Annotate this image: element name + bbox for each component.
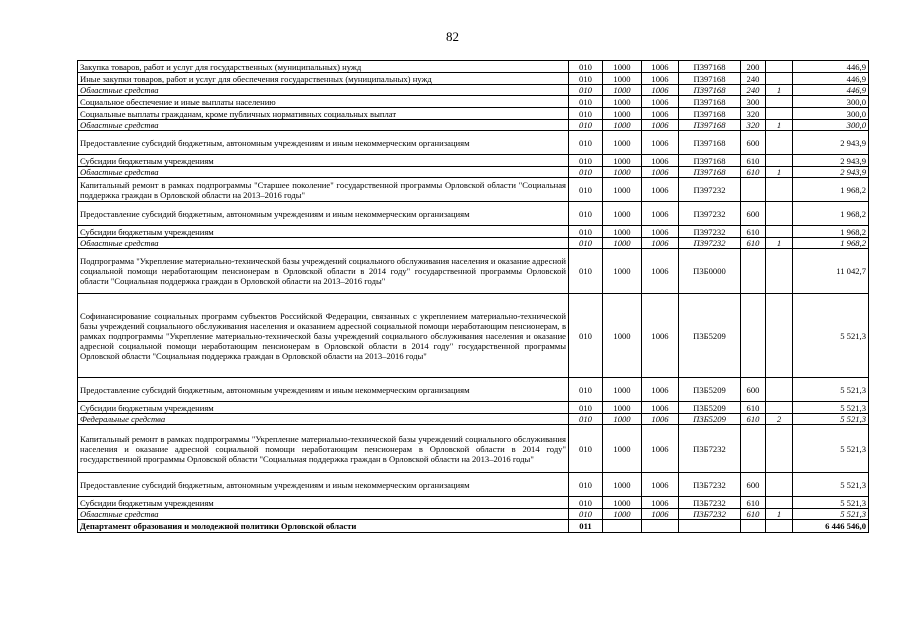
section-code: 1000 — [603, 96, 642, 108]
target-article-code — [679, 520, 741, 533]
expense-type-code: 600 — [741, 473, 766, 497]
expense-type-code: 610 — [741, 402, 766, 414]
ministry-code: 010 — [569, 378, 603, 402]
funding-source-code — [766, 226, 793, 238]
budget-item-name: Предоставление субсидий бюджетным, автономным учреждениям и иным некоммерческим организациям — [78, 378, 569, 402]
table-row — [78, 249, 869, 294]
expense-type-code: 610 — [741, 238, 766, 249]
funding-source-code — [766, 202, 793, 226]
expense-type-code — [741, 425, 766, 473]
subsection-code: 1006 — [642, 294, 679, 378]
amount: 5 521,3 — [793, 294, 869, 378]
ministry-code: 010 — [569, 414, 603, 425]
subsection-code: 1006 — [642, 61, 679, 73]
expense-type-code: 610 — [741, 497, 766, 509]
expense-type-code: 600 — [741, 202, 766, 226]
table-row — [78, 108, 869, 120]
ministry-code: 010 — [569, 178, 603, 202]
subsection-code: 1006 — [642, 108, 679, 120]
subsection-code: 1006 — [642, 249, 679, 294]
ministry-code: 010 — [569, 249, 603, 294]
table-row — [78, 96, 869, 108]
subsection-code: 1006 — [642, 378, 679, 402]
ministry-code: 010 — [569, 108, 603, 120]
budget-item-name: Областные средства — [78, 85, 569, 96]
amount: 446,9 — [793, 61, 869, 73]
expense-type-code: 320 — [741, 108, 766, 120]
target-article-code: П397168 — [679, 61, 741, 73]
amount: 300,0 — [793, 108, 869, 120]
table-row — [78, 238, 869, 249]
subsection-code: 1006 — [642, 178, 679, 202]
funding-source-code — [766, 178, 793, 202]
budget-item-name: Предоставление субсидий бюджетным, автономным учреждениям и иным некоммерческим организациям — [78, 473, 569, 497]
budget-item-name: Субсидии бюджетным учреждениям — [78, 226, 569, 238]
section-code: 1000 — [603, 131, 642, 155]
target-article-code: П397232 — [679, 202, 741, 226]
table-row — [78, 402, 869, 414]
amount: 5 521,3 — [793, 378, 869, 402]
target-article-code: П397168 — [679, 155, 741, 167]
amount: 5 521,3 — [793, 473, 869, 497]
amount: 5 521,3 — [793, 414, 869, 425]
ministry-code: 010 — [569, 96, 603, 108]
budget-item-name: Предоставление субсидий бюджетным, автономным учреждениям и иным некоммерческим организациям — [78, 202, 569, 226]
expense-type-code: 240 — [741, 73, 766, 85]
target-article-code: П3Б5209 — [679, 402, 741, 414]
subsection-code: 1006 — [642, 202, 679, 226]
subsection-code: 1006 — [642, 509, 679, 520]
section-code: 1000 — [603, 425, 642, 473]
funding-source-code: 1 — [766, 167, 793, 178]
ministry-code: 010 — [569, 202, 603, 226]
subsection-code: 1006 — [642, 85, 679, 96]
table-row — [78, 509, 869, 520]
funding-source-code — [766, 425, 793, 473]
funding-source-code — [766, 378, 793, 402]
table-row — [78, 155, 869, 167]
subsection-code: 1006 — [642, 226, 679, 238]
budget-table — [77, 60, 869, 533]
budget-item-name: Капитальный ремонт в рамках подпрограммы "Укрепление материально-технической базы учреждений социального обслуживания населения и оказание адресной социальной помощи неработающим пенсионерам в Орловской области в 2014 году" государственной программы Орловской области "Социальная поддержка граждан в Орловской области на 2013–2016 годы" — [78, 425, 569, 473]
amount: 5 521,3 — [793, 425, 869, 473]
budget-item-name: Областные средства — [78, 120, 569, 131]
subsection-code: 1006 — [642, 96, 679, 108]
section-code: 1000 — [603, 509, 642, 520]
funding-source-code: 2 — [766, 414, 793, 425]
subsection-code: 1006 — [642, 414, 679, 425]
amount: 2 943,9 — [793, 167, 869, 178]
expense-type-code: 300 — [741, 96, 766, 108]
table-row — [78, 202, 869, 226]
funding-source-code — [766, 73, 793, 85]
target-article-code: П397168 — [679, 167, 741, 178]
amount: 1 968,2 — [793, 202, 869, 226]
budget-item-name: Департамент образования и молодежной политики Орловской области — [78, 520, 569, 533]
budget-item-name: Софинансирование социальных программ субъектов Российской Федерации, связанных с укреплением материально-технической базы учреждений социального обслуживания населения и оказанием адресной социальной помощи неработающим пенсионерам, в рамках подпрограммы "Укрепление материально-технической базы учреждений социального обслуживания населения и оказание адресной социальной помощи неработающим пенсионерам в Орловской области в 2014 году" государственной программы Орловской области "Социальная поддержка граждан в Орловской области на 2013–2016 годы" — [78, 294, 569, 378]
budget-item-name: Иные закупки товаров, работ и услуг для обеспечения государственных (муниципальных) нужд — [78, 73, 569, 85]
funding-source-code — [766, 61, 793, 73]
subsection-code: 1006 — [642, 120, 679, 131]
expense-type-code — [741, 178, 766, 202]
funding-source-code — [766, 473, 793, 497]
ministry-code: 010 — [569, 509, 603, 520]
funding-source-code — [766, 155, 793, 167]
table-row — [78, 131, 869, 155]
table-row — [78, 520, 869, 533]
target-article-code: П3Б5209 — [679, 294, 741, 378]
amount: 11 042,7 — [793, 249, 869, 294]
target-article-code: П397232 — [679, 226, 741, 238]
target-article-code: П3Б7232 — [679, 425, 741, 473]
target-article-code: П397168 — [679, 73, 741, 85]
budget-item-name: Областные средства — [78, 238, 569, 249]
funding-source-code: 1 — [766, 120, 793, 131]
budget-item-name: Субсидии бюджетным учреждениям — [78, 497, 569, 509]
table-row — [78, 497, 869, 509]
section-code: 1000 — [603, 178, 642, 202]
funding-source-code — [766, 96, 793, 108]
ministry-code: 010 — [569, 497, 603, 509]
section-code: 1000 — [603, 249, 642, 294]
ministry-code: 010 — [569, 131, 603, 155]
budget-item-name: Подпрограмма "Укрепление материально-технической базы учреждений социального обслуживания населения и оказание адресной социальной помощи неработающим пенсионерам в Орловской области в 2014 году" государственной программы Орловской области "Социальная поддержка граждан в Орловской области на 2013–2016 годы" — [78, 249, 569, 294]
expense-type-code — [741, 520, 766, 533]
target-article-code: П397232 — [679, 178, 741, 202]
funding-source-code — [766, 402, 793, 414]
ministry-code: 010 — [569, 473, 603, 497]
expense-type-code: 610 — [741, 414, 766, 425]
target-article-code: П397168 — [679, 108, 741, 120]
funding-source-code: 1 — [766, 509, 793, 520]
budget-item-name: Федеральные средства — [78, 414, 569, 425]
budget-item-name: Закупка товаров, работ и услуг для государственных (муниципальных) нужд — [78, 61, 569, 73]
budget-item-name: Капитальный ремонт в рамках подпрограммы "Старшее поколение" государственной программы Орловской области "Социальная поддержка граждан в Орловской области на 2013–2016 годы" — [78, 178, 569, 202]
funding-source-code — [766, 294, 793, 378]
table-row — [78, 73, 869, 85]
subsection-code: 1006 — [642, 425, 679, 473]
target-article-code: П3Б7232 — [679, 473, 741, 497]
table-row — [78, 378, 869, 402]
expense-type-code: 610 — [741, 155, 766, 167]
amount: 5 521,3 — [793, 509, 869, 520]
ministry-code: 010 — [569, 167, 603, 178]
budget-item-name: Предоставление субсидий бюджетным, автономным учреждениям и иным некоммерческим организациям — [78, 131, 569, 155]
target-article-code: П3Б5209 — [679, 378, 741, 402]
page-number: 82 — [446, 29, 459, 44]
amount: 2 943,9 — [793, 131, 869, 155]
section-code: 1000 — [603, 294, 642, 378]
target-article-code: П397168 — [679, 131, 741, 155]
target-article-code: П3Б5209 — [679, 414, 741, 425]
section-code: 1000 — [603, 108, 642, 120]
table-row — [78, 425, 869, 473]
amount: 2 943,9 — [793, 155, 869, 167]
target-article-code: П3Б0000 — [679, 249, 741, 294]
subsection-code: 1006 — [642, 155, 679, 167]
section-code: 1000 — [603, 85, 642, 96]
funding-source-code — [766, 108, 793, 120]
ministry-code: 010 — [569, 155, 603, 167]
amount: 6 446 546,0 — [793, 520, 869, 533]
table-row — [78, 473, 869, 497]
amount: 5 521,3 — [793, 402, 869, 414]
table-row — [78, 61, 869, 73]
ministry-code: 010 — [569, 120, 603, 131]
expense-type-code: 320 — [741, 120, 766, 131]
section-code: 1000 — [603, 202, 642, 226]
subsection-code — [642, 520, 679, 533]
target-article-code: П397168 — [679, 120, 741, 131]
expense-type-code — [741, 294, 766, 378]
subsection-code: 1006 — [642, 167, 679, 178]
section-code: 1000 — [603, 473, 642, 497]
target-article-code: П397232 — [679, 238, 741, 249]
ministry-code: 010 — [569, 73, 603, 85]
expense-type-code: 610 — [741, 167, 766, 178]
budget-item-name: Социальные выплаты гражданам, кроме публичных нормативных социальных выплат — [78, 108, 569, 120]
target-article-code: П397168 — [679, 85, 741, 96]
target-article-code: П3Б7232 — [679, 497, 741, 509]
subsection-code: 1006 — [642, 402, 679, 414]
ministry-code: 010 — [569, 294, 603, 378]
ministry-code: 010 — [569, 61, 603, 73]
subsection-code: 1006 — [642, 473, 679, 497]
budget-item-name: Областные средства — [78, 509, 569, 520]
subsection-code: 1006 — [642, 73, 679, 85]
ministry-code: 010 — [569, 238, 603, 249]
section-code: 1000 — [603, 497, 642, 509]
amount: 1 968,2 — [793, 238, 869, 249]
subsection-code: 1006 — [642, 497, 679, 509]
target-article-code: П397168 — [679, 96, 741, 108]
section-code: 1000 — [603, 378, 642, 402]
expense-type-code — [741, 249, 766, 294]
ministry-code: 011 — [569, 520, 603, 533]
ministry-code: 010 — [569, 226, 603, 238]
amount: 5 521,3 — [793, 497, 869, 509]
table-row — [78, 414, 869, 425]
section-code: 1000 — [603, 238, 642, 249]
funding-source-code: 1 — [766, 238, 793, 249]
amount: 446,9 — [793, 85, 869, 96]
amount: 300,0 — [793, 96, 869, 108]
section-code — [603, 520, 642, 533]
expense-type-code: 240 — [741, 85, 766, 96]
section-code: 1000 — [603, 414, 642, 425]
budget-item-name: Областные средства — [78, 167, 569, 178]
table-row — [78, 178, 869, 202]
table-row — [78, 167, 869, 178]
funding-source-code — [766, 131, 793, 155]
section-code: 1000 — [603, 73, 642, 85]
table-row — [78, 294, 869, 378]
amount: 1 968,2 — [793, 226, 869, 238]
section-code: 1000 — [603, 120, 642, 131]
subsection-code: 1006 — [642, 131, 679, 155]
amount: 1 968,2 — [793, 178, 869, 202]
amount: 300,0 — [793, 120, 869, 131]
ministry-code: 010 — [569, 402, 603, 414]
funding-source-code — [766, 497, 793, 509]
ministry-code: 010 — [569, 425, 603, 473]
table-row — [78, 226, 869, 238]
expense-type-code: 610 — [741, 226, 766, 238]
subsection-code: 1006 — [642, 238, 679, 249]
amount: 446,9 — [793, 73, 869, 85]
section-code: 1000 — [603, 402, 642, 414]
section-code: 1000 — [603, 61, 642, 73]
table-row — [78, 85, 869, 96]
table-row — [78, 120, 869, 131]
budget-item-name: Социальное обеспечение и иные выплаты населению — [78, 96, 569, 108]
budget-item-name: Субсидии бюджетным учреждениям — [78, 155, 569, 167]
funding-source-code: 1 — [766, 85, 793, 96]
funding-source-code — [766, 520, 793, 533]
target-article-code: П3Б7232 — [679, 509, 741, 520]
expense-type-code: 600 — [741, 131, 766, 155]
section-code: 1000 — [603, 155, 642, 167]
expense-type-code: 610 — [741, 509, 766, 520]
section-code: 1000 — [603, 226, 642, 238]
expense-type-code: 600 — [741, 378, 766, 402]
section-code: 1000 — [603, 167, 642, 178]
expense-type-code: 200 — [741, 61, 766, 73]
budget-table-body — [78, 61, 869, 533]
budget-item-name: Субсидии бюджетным учреждениям — [78, 402, 569, 414]
funding-source-code — [766, 249, 793, 294]
ministry-code: 010 — [569, 85, 603, 96]
